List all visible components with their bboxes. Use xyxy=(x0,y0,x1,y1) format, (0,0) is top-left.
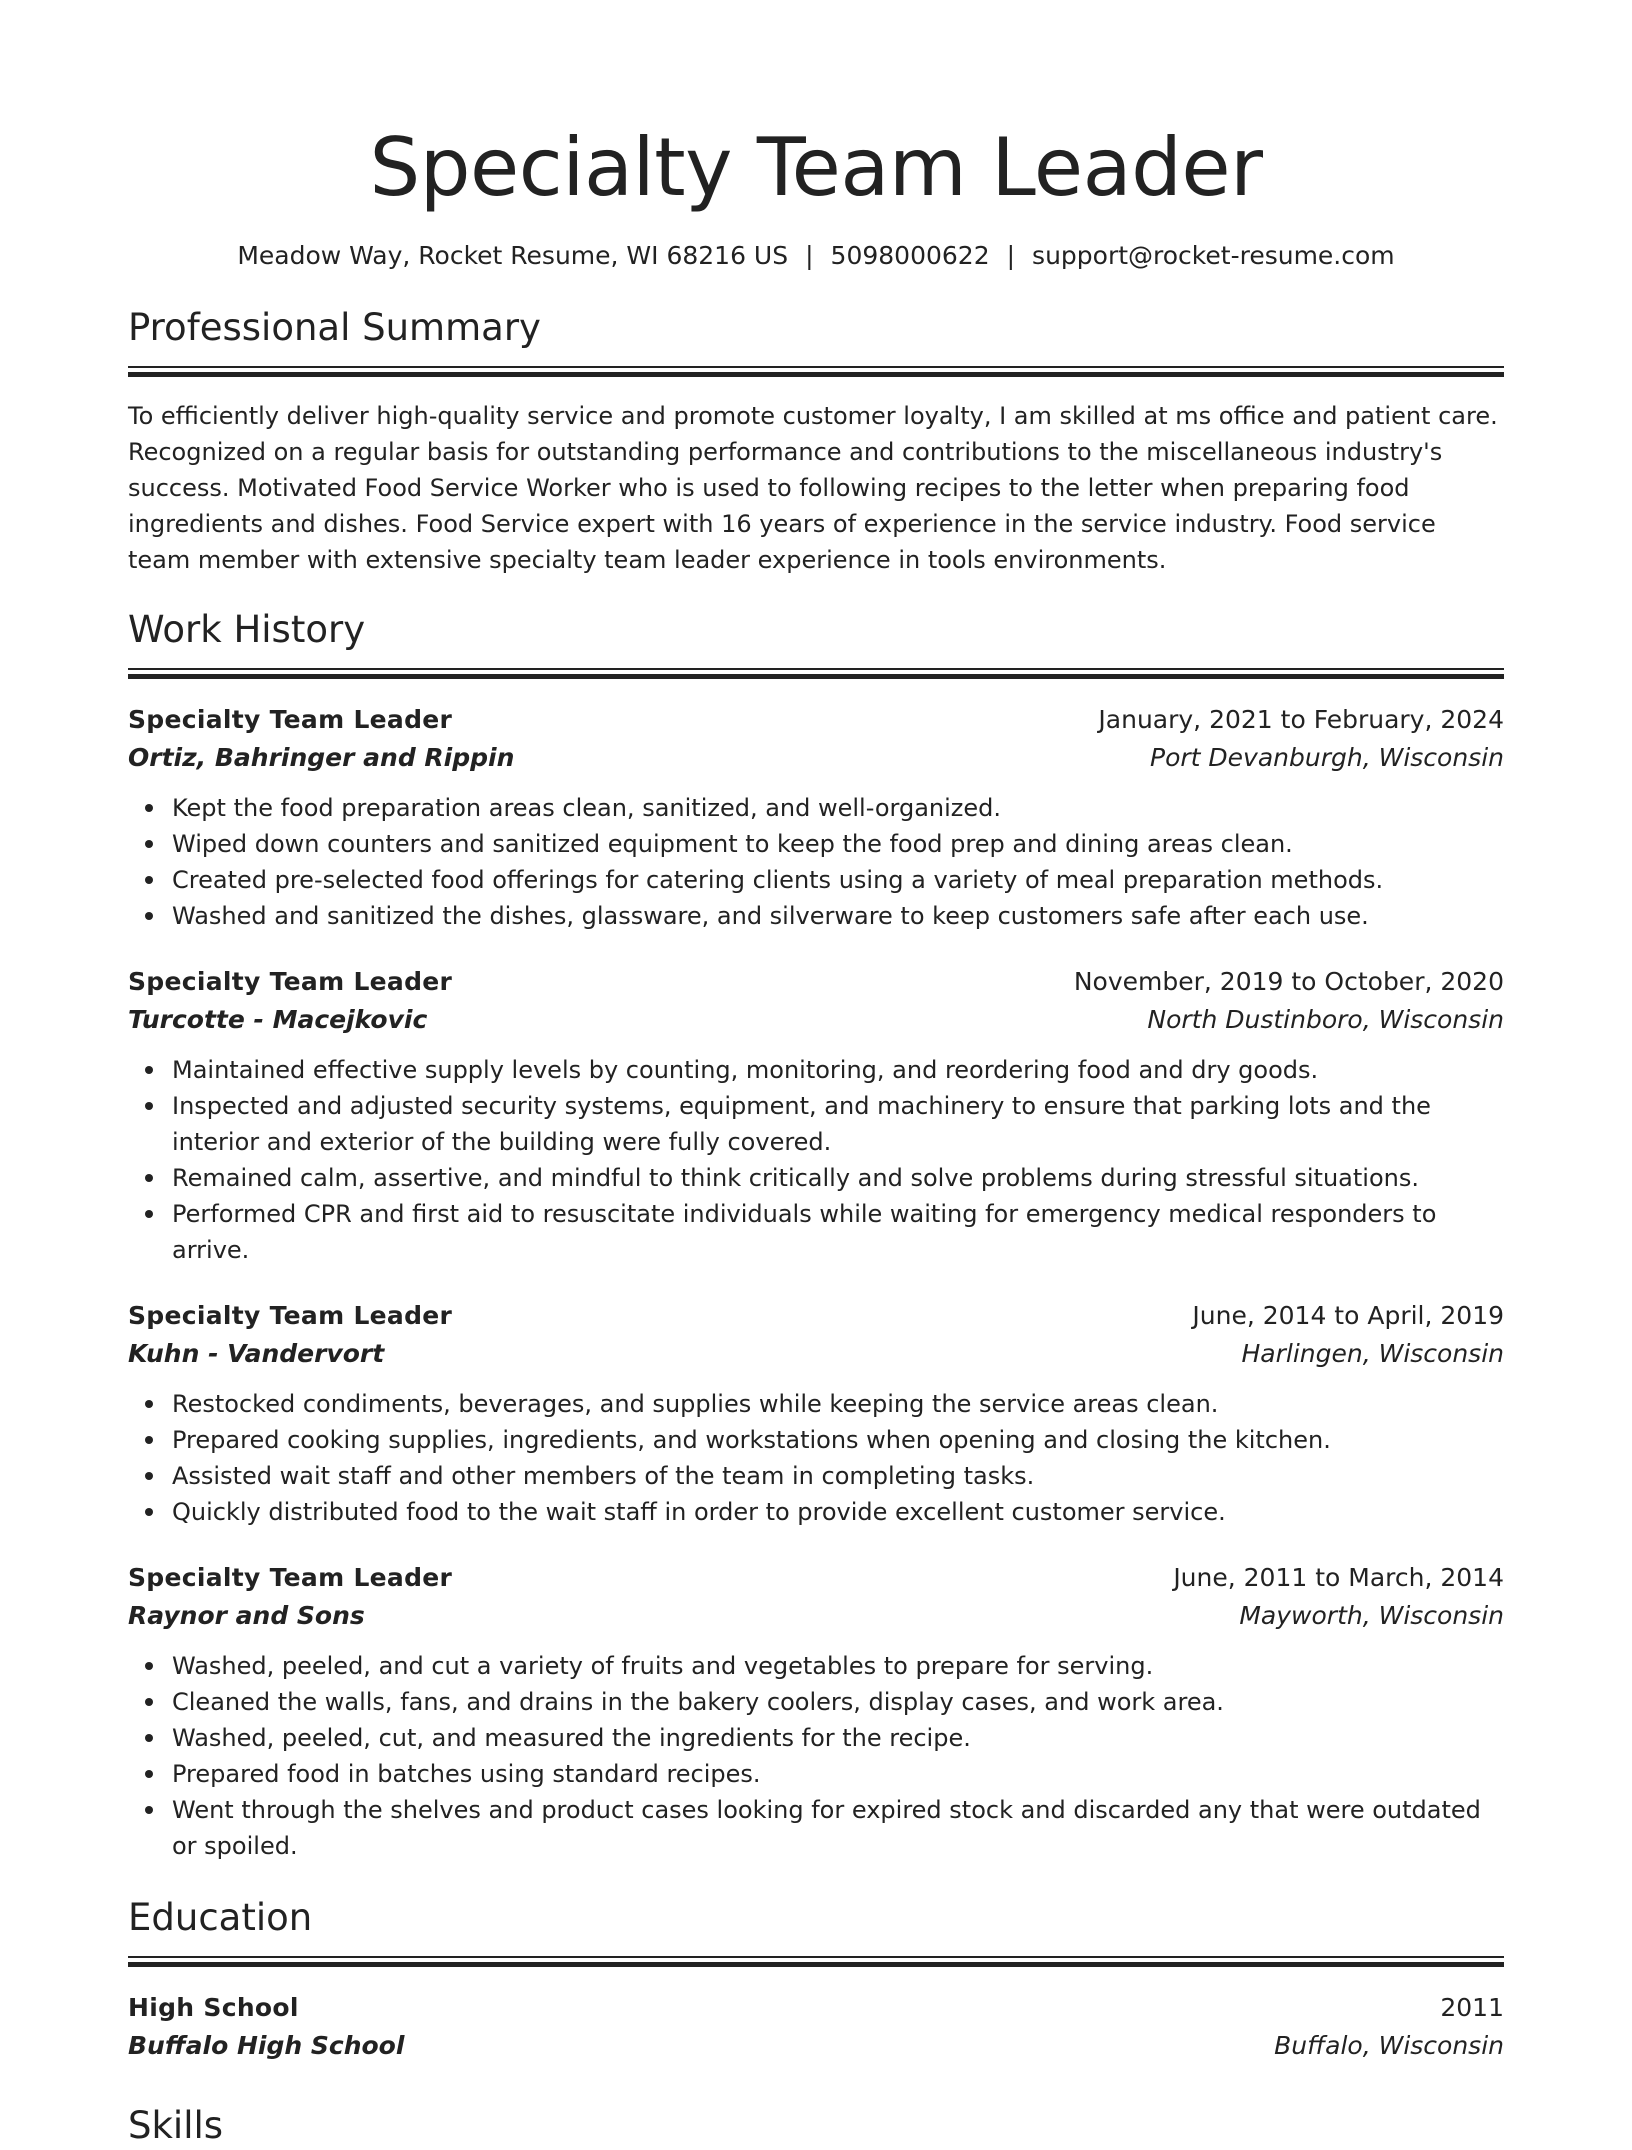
job-duty: Inspected and adjusted security systems, equipment, and machinery to ensure that parking lots and the interior and exterior of the building were fully covered. xyxy=(172,1088,1504,1160)
contact-address: Meadow Way, Rocket Resume, WI 68216 US xyxy=(237,241,789,270)
education-school: Buffalo High School xyxy=(128,2031,405,2060)
job-dates: January, 2021 to February, 2024 xyxy=(1098,705,1504,734)
job-title: Specialty Team Leader xyxy=(128,705,453,734)
job-duty: Washed and sanitized the dishes, glassware, and silverware to keep customers safe after each use. xyxy=(172,898,1504,934)
job-title: Specialty Team Leader xyxy=(128,967,453,996)
job-duty: Quickly distributed food to the wait staff in order to provide excellent customer service. xyxy=(172,1494,1504,1530)
job-duty: Assisted wait staff and other members of the team in completing tasks. xyxy=(172,1458,1504,1494)
section-divider xyxy=(128,366,1504,378)
job-location: North Dustinboro, Wisconsin xyxy=(1147,1005,1504,1034)
job-duty: Washed, peeled, cut, and measured the ingredients for the recipe. xyxy=(172,1720,1504,1756)
job-dates: June, 2014 to April, 2019 xyxy=(1192,1301,1504,1330)
job-duty: Kept the food preparation areas clean, sanitized, and well-organized. xyxy=(172,790,1504,826)
contact-phone: 5098000622 xyxy=(830,241,990,270)
job-location: Port Devanburgh, Wisconsin xyxy=(1150,743,1504,772)
contact-line xyxy=(128,240,1504,272)
job-duty: Wiped down counters and sanitized equipment to keep the food prep and dining areas clean. xyxy=(172,826,1504,862)
job-employer: Turcotte - Macejkovic xyxy=(128,1005,428,1034)
job-duty: Created pre-selected food offerings for catering clients using a variety of meal preparation methods. xyxy=(172,862,1504,898)
section-divider xyxy=(128,668,1504,680)
job-employer: Raynor and Sons xyxy=(128,1601,365,1630)
job-duty: Prepared cooking supplies, ingredients, and workstations when opening and closing the kitchen. xyxy=(172,1422,1504,1458)
section-title-work: Work History xyxy=(128,608,366,651)
contact-separator: | xyxy=(805,241,814,270)
education-location: Buffalo, Wisconsin xyxy=(1274,2031,1504,2060)
job-employer: Kuhn - Vandervort xyxy=(128,1339,385,1368)
job-location: Harlingen, Wisconsin xyxy=(1241,1339,1504,1368)
section-title-education: Education xyxy=(128,1896,313,1939)
job-entry xyxy=(128,1298,1504,1530)
education-year: 2011 xyxy=(1440,1993,1504,2022)
job-dates: November, 2019 to October, 2020 xyxy=(1073,967,1504,996)
job-employer: Ortiz, Bahringer and Rippin xyxy=(128,743,515,772)
contact-separator: | xyxy=(1006,241,1016,270)
job-entry xyxy=(128,964,1504,1268)
education-degree: High School xyxy=(128,1993,299,2022)
job-duty: Prepared food in batches using standard recipes. xyxy=(172,1756,1504,1792)
candidate-name: Specialty Team Leader xyxy=(369,121,1263,214)
education-section xyxy=(128,1894,1504,2066)
job-duty: Cleaned the walls, fans, and drains in the bakery coolers, display cases, and work area. xyxy=(172,1684,1504,1720)
job-entry xyxy=(128,1560,1504,1864)
job-duties-list xyxy=(128,1052,1504,1268)
contact-email: support@rocket-resume.com xyxy=(1032,241,1395,270)
job-duty: Remained calm, assertive, and mindful to think critically and solve problems during stressful situations. xyxy=(172,1160,1504,1196)
job-duties-list xyxy=(128,790,1504,934)
job-duties-list xyxy=(128,1648,1504,1864)
job-duty: Washed, peeled, and cut a variety of fruits and vegetables to prepare for serving. xyxy=(172,1648,1504,1684)
job-duty: Restocked condiments, beverages, and supplies while keeping the service areas clean. xyxy=(172,1386,1504,1422)
section-title-skills: Skills xyxy=(128,2104,224,2147)
job-dates: June, 2011 to March, 2014 xyxy=(1173,1563,1504,1592)
job-duties-list xyxy=(128,1386,1504,1530)
job-title: Specialty Team Leader xyxy=(128,1563,453,1592)
education-entry xyxy=(128,1990,1504,2066)
job-entry xyxy=(128,702,1504,934)
job-title: Specialty Team Leader xyxy=(128,1301,453,1330)
section-divider xyxy=(128,1956,1504,1968)
job-duty: Maintained effective supply levels by counting, monitoring, and reordering food and dry goods. xyxy=(172,1052,1504,1088)
job-location: Mayworth, Wisconsin xyxy=(1239,1601,1504,1630)
job-duty: Went through the shelves and product cases looking for expired stock and discarded any that were outdated or spoiled. xyxy=(172,1792,1504,1864)
professional-summary-section xyxy=(128,304,1504,578)
summary-text: To efficiently deliver high-quality service and promote customer loyalty, I am skilled at ms office and patient care. Recognized on a regular basis for outstanding performance and contributions to the miscellaneous industry's success. Motivated Food Service Worker who is used to following recipes to the letter when preparing food ingredients and dishes. Food Service expert with 16 years of experience in the service industry. Food service team member with extensive specialty team leader experience in tools environments. xyxy=(128,402,1498,574)
skills-section xyxy=(128,2102,1504,2150)
work-history-section xyxy=(128,606,1504,1864)
job-duty: Performed CPR and first aid to resuscitate individuals while waiting for emergency medical responders to arrive. xyxy=(172,1196,1504,1268)
section-title-summary: Professional Summary xyxy=(128,306,541,349)
